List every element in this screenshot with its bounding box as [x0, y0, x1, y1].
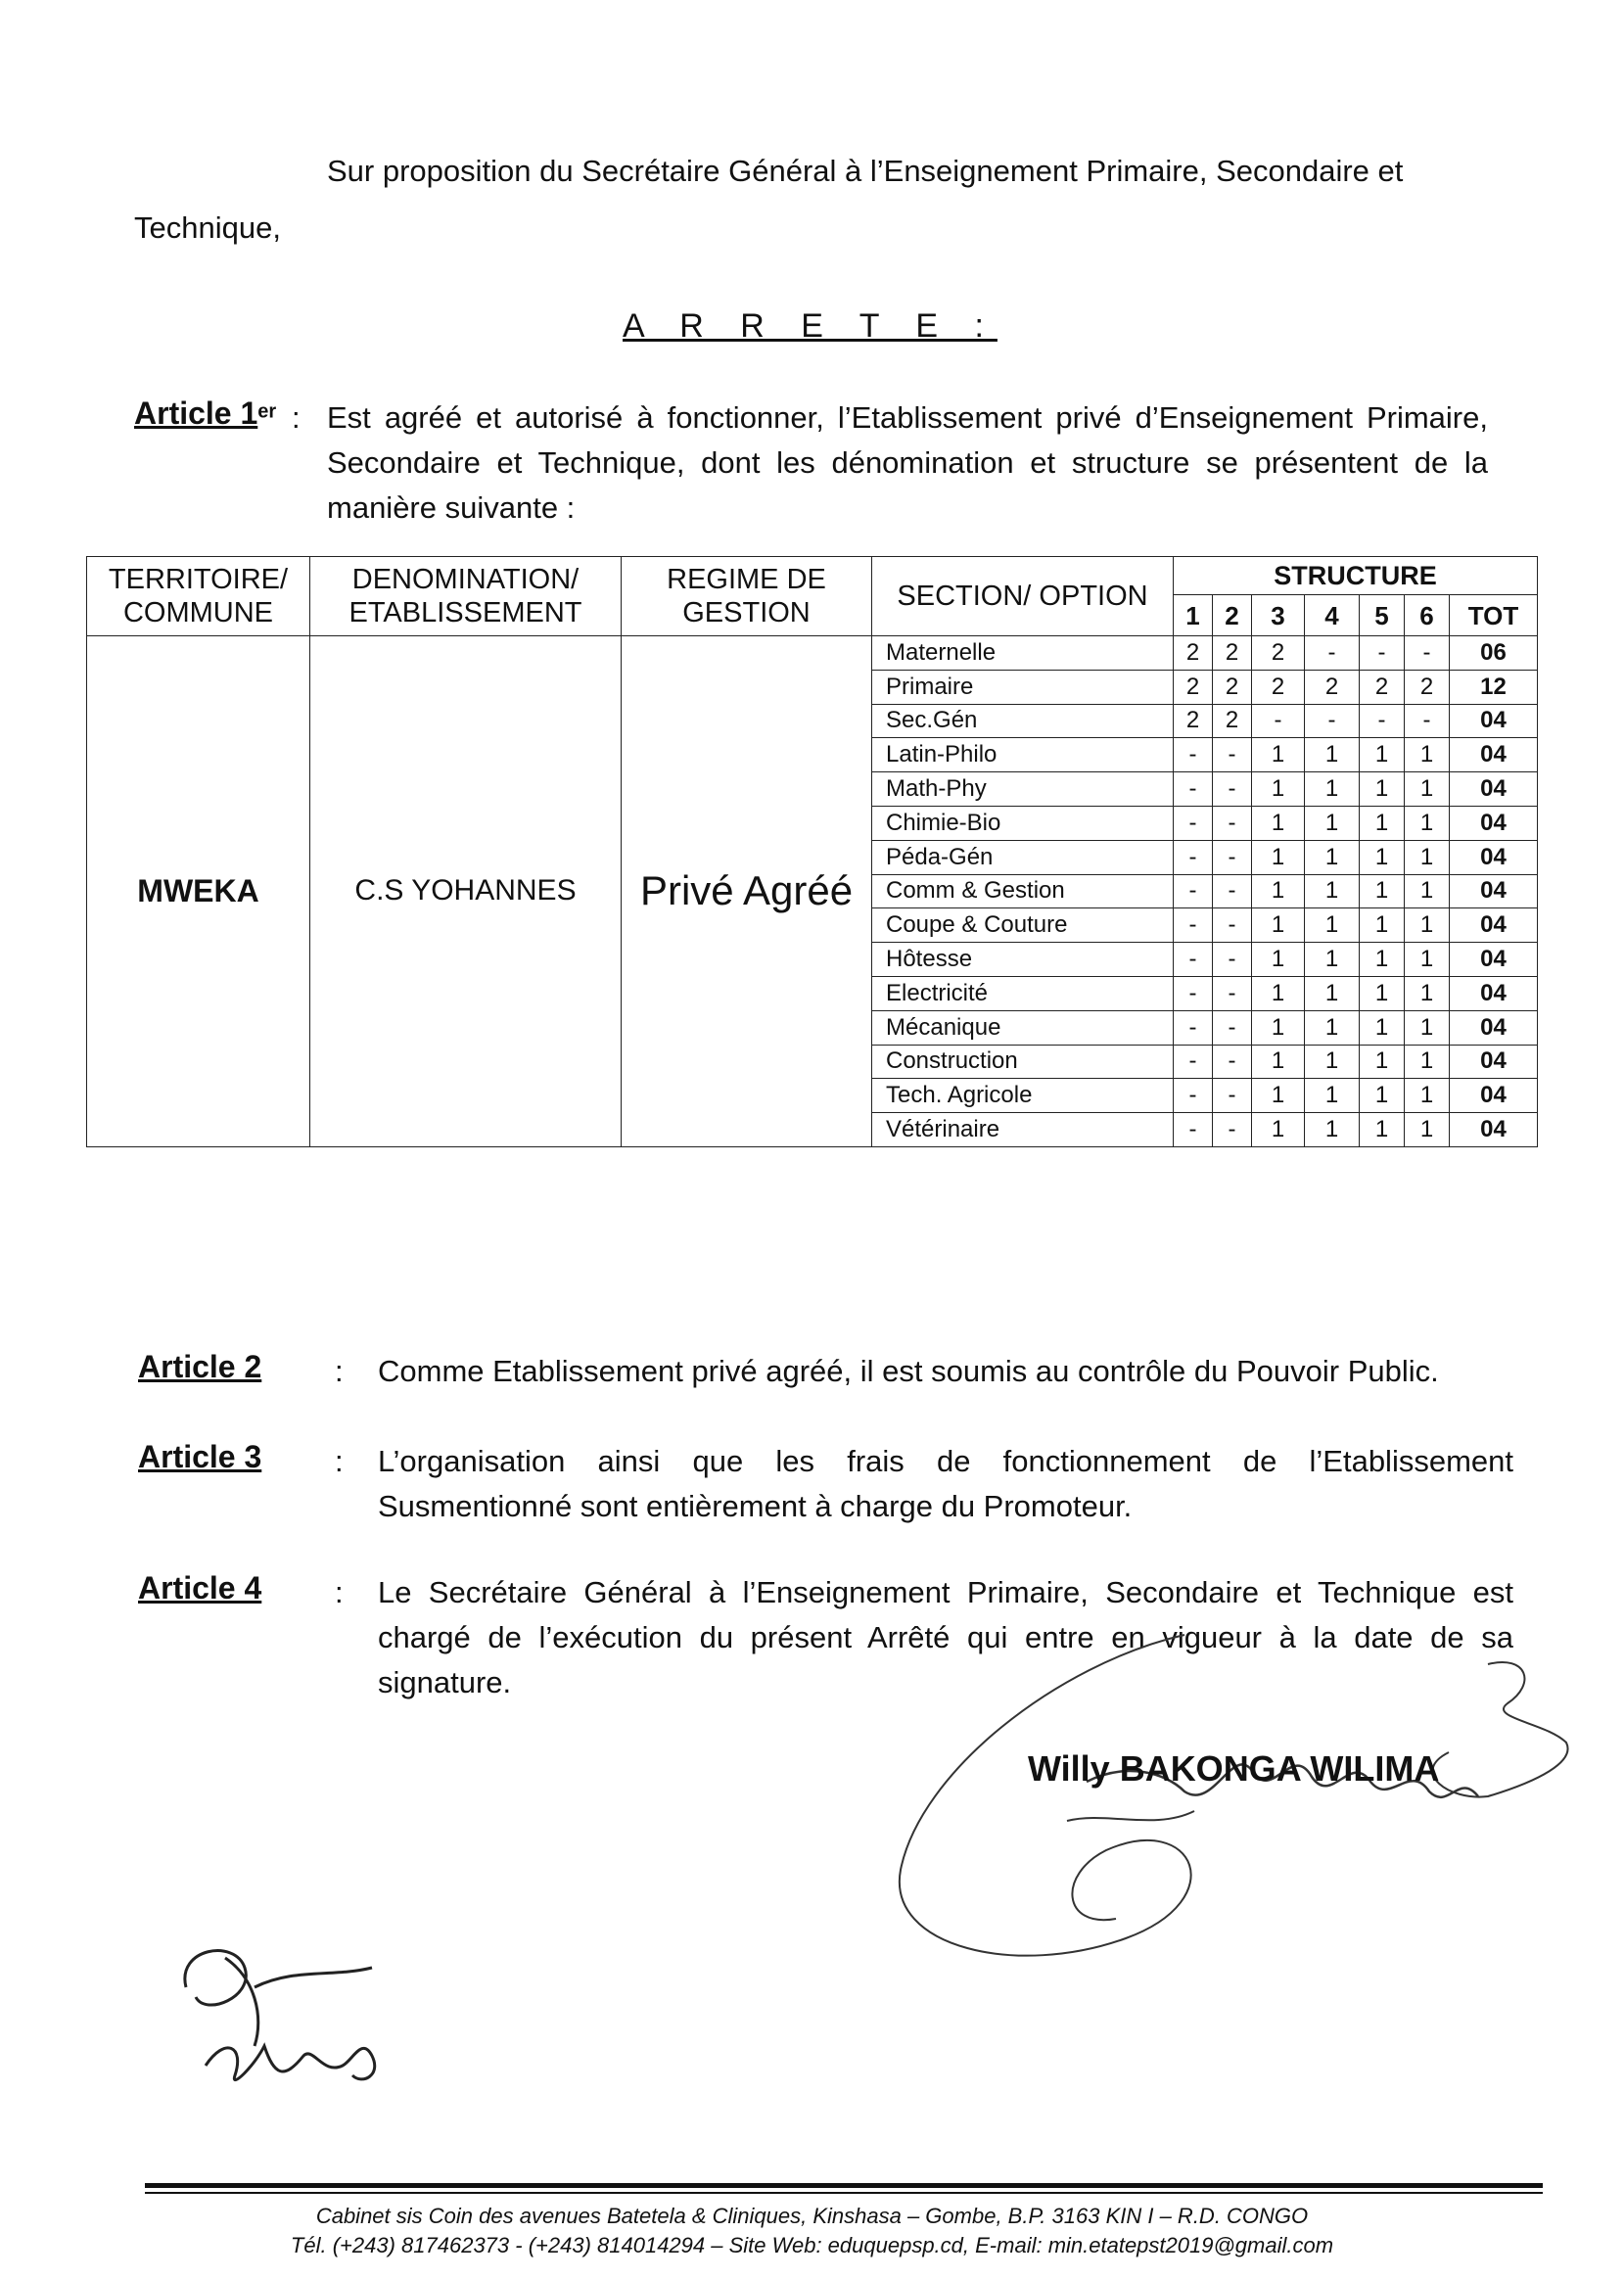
footer-contact: Tél. (+243) 817462373 - (+243) 814014294 – Site Web: eduquepsp.cd, E-mail: min.etatepst2019@gmail.com [290, 2233, 1334, 2257]
class-cell: - [1174, 806, 1213, 840]
option-cell: Latin-Philo [872, 738, 1174, 772]
header-class-2: 2 [1213, 595, 1252, 636]
class-cell: 1 [1405, 840, 1450, 874]
total-cell: 04 [1450, 840, 1538, 874]
class-cell: - [1213, 738, 1252, 772]
signatory-name: Willy BAKONGA WILIMA [1028, 1748, 1440, 1789]
intro-line-2: Technique, [134, 210, 281, 245]
class-cell: 1 [1252, 1010, 1305, 1045]
class-cell: 1 [1405, 1079, 1450, 1113]
table-row [87, 636, 1538, 671]
class-cell: 1 [1305, 1045, 1360, 1079]
article-4-label: Article 4 [138, 1570, 262, 1605]
class-cell: - [1174, 772, 1213, 807]
class-cell: 1 [1252, 1079, 1305, 1113]
class-cell: 1 [1405, 1113, 1450, 1147]
article-1-text: Est agréé et autorisé à fonctionner, l’Etablissement privé d’Enseignement Primaire, Secondaire et Technique, dont les dénomination et structure se présentent de la manière suivante : [327, 400, 1488, 525]
class-cell: 1 [1252, 943, 1305, 977]
class-cell: 1 [1305, 1113, 1360, 1147]
header-class-1: 1 [1174, 595, 1213, 636]
class-cell: 1 [1252, 772, 1305, 807]
class-cell: 1 [1305, 976, 1360, 1010]
total-cell: 04 [1450, 976, 1538, 1010]
total-cell: 04 [1450, 1079, 1538, 1113]
class-cell: - [1213, 1113, 1252, 1147]
class-cell: 1 [1305, 806, 1360, 840]
option-cell: Péda-Gén [872, 840, 1174, 874]
header-class-5: 5 [1360, 595, 1405, 636]
class-cell: - [1174, 943, 1213, 977]
option-cell: Chimie-Bio [872, 806, 1174, 840]
option-cell: Construction [872, 1045, 1174, 1079]
class-cell: - [1405, 704, 1450, 738]
article-4-colon: : [335, 1575, 344, 1609]
class-cell: - [1174, 976, 1213, 1010]
structure-table [86, 556, 1538, 1147]
class-cell: 1 [1405, 738, 1450, 772]
class-cell: 1 [1405, 1045, 1450, 1079]
class-cell: - [1174, 874, 1213, 908]
class-cell: - [1174, 1113, 1213, 1147]
arrete-heading: A R R E T E : [623, 307, 998, 345]
class-cell: - [1213, 908, 1252, 943]
class-cell: - [1213, 806, 1252, 840]
total-cell: 04 [1450, 704, 1538, 738]
class-cell: - [1213, 874, 1252, 908]
class-cell: 1 [1405, 908, 1450, 943]
option-cell: Mécanique [872, 1010, 1174, 1045]
option-cell: Math-Phy [872, 772, 1174, 807]
class-cell: 2 [1405, 670, 1450, 704]
class-cell: 1 [1252, 908, 1305, 943]
header-territoire: TERRITOIRE/ COMMUNE [87, 557, 310, 636]
option-cell: Vétérinaire [872, 1113, 1174, 1147]
class-cell: - [1213, 1045, 1252, 1079]
class-cell: - [1360, 704, 1405, 738]
class-cell: - [1174, 1045, 1213, 1079]
class-cell: 1 [1360, 738, 1405, 772]
class-cell: - [1213, 772, 1252, 807]
class-cell: 1 [1252, 1045, 1305, 1079]
class-cell: 1 [1360, 772, 1405, 807]
option-cell: Electricité [872, 976, 1174, 1010]
class-cell: 2 [1252, 636, 1305, 671]
class-cell: - [1305, 636, 1360, 671]
territoire-cell: MWEKA [87, 636, 310, 1147]
class-cell: 2 [1174, 636, 1213, 671]
class-cell: 1 [1360, 1113, 1405, 1147]
intro-line-1: Sur proposition du Secrétaire Général à l’Enseignement Primaire, Secondaire et [327, 154, 1404, 188]
total-cell: 04 [1450, 1113, 1538, 1147]
class-cell: - [1174, 908, 1213, 943]
class-cell: - [1174, 840, 1213, 874]
article-3-colon: : [335, 1444, 344, 1478]
class-cell: 1 [1360, 908, 1405, 943]
class-cell: 2 [1213, 636, 1252, 671]
article-3-label: Article 3 [138, 1439, 262, 1474]
total-cell: 04 [1450, 1045, 1538, 1079]
class-cell: 1 [1305, 943, 1360, 977]
class-cell: 1 [1252, 976, 1305, 1010]
class-cell: 1 [1305, 772, 1360, 807]
class-cell: 1 [1405, 943, 1450, 977]
class-cell: 2 [1213, 704, 1252, 738]
footer-rule-thin [145, 2192, 1543, 2194]
class-cell: 1 [1360, 840, 1405, 874]
class-cell: 1 [1305, 1079, 1360, 1113]
class-cell: - [1213, 943, 1252, 977]
class-cell: - [1360, 636, 1405, 671]
class-cell: 1 [1405, 976, 1450, 1010]
footer-rule-thick [145, 2183, 1543, 2188]
class-cell: 1 [1252, 874, 1305, 908]
class-cell: 1 [1405, 874, 1450, 908]
total-cell: 04 [1450, 1010, 1538, 1045]
total-cell: 04 [1450, 738, 1538, 772]
class-cell: 2 [1305, 670, 1360, 704]
initials-scribble [166, 1929, 421, 2115]
article-3-text: L’organisation ainsi que les frais de fonctionnement de l’Etablissement Susmentionné sont entièrement à charge du Promoteur. [378, 1444, 1513, 1523]
header-denomination: DENOMINATION/ ETABLISSEMENT [310, 557, 622, 636]
total-cell: 04 [1450, 943, 1538, 977]
etablissement-cell: C.S YOHANNES [310, 636, 622, 1147]
header-class-4: 4 [1305, 595, 1360, 636]
header-section: SECTION/ OPTION [872, 557, 1174, 636]
header-class-3: 3 [1252, 595, 1305, 636]
class-cell: 2 [1174, 670, 1213, 704]
class-cell: 1 [1405, 806, 1450, 840]
class-cell: 1 [1405, 1010, 1450, 1045]
option-cell: Maternelle [872, 636, 1174, 671]
class-cell: - [1174, 1010, 1213, 1045]
class-cell: 1 [1360, 874, 1405, 908]
header-regime: REGIME DE GESTION [622, 557, 872, 636]
total-cell: 06 [1450, 636, 1538, 671]
article-2-text: Comme Etablissement privé agréé, il est soumis au contrôle du Pouvoir Public. [378, 1354, 1439, 1388]
class-cell: - [1174, 738, 1213, 772]
option-cell: Tech. Agricole [872, 1079, 1174, 1113]
total-cell: 12 [1450, 670, 1538, 704]
article-1-sup: er [257, 400, 277, 423]
header-class-tot: TOT [1450, 595, 1538, 636]
class-cell: - [1213, 840, 1252, 874]
class-cell: 1 [1252, 840, 1305, 874]
article-1-label [134, 395, 276, 432]
class-cell: - [1305, 704, 1360, 738]
option-cell: Hôtesse [872, 943, 1174, 977]
class-cell: 1 [1252, 738, 1305, 772]
option-cell: Coupe & Couture [872, 908, 1174, 943]
class-cell: 1 [1360, 806, 1405, 840]
option-cell: Primaire [872, 670, 1174, 704]
class-cell: - [1174, 1079, 1213, 1113]
class-cell: 1 [1360, 976, 1405, 1010]
class-cell: 2 [1174, 704, 1213, 738]
class-cell: 1 [1360, 943, 1405, 977]
class-cell: 1 [1360, 1045, 1405, 1079]
total-cell: 04 [1450, 908, 1538, 943]
total-cell: 04 [1450, 772, 1538, 807]
article-1-label-text: Article 1 [134, 395, 258, 431]
class-cell: - [1213, 1079, 1252, 1113]
article-2-label: Article 2 [138, 1349, 262, 1384]
regime-cell: Privé Agréé [622, 636, 872, 1147]
class-cell: - [1252, 704, 1305, 738]
option-cell: Sec.Gén [872, 704, 1174, 738]
class-cell: 1 [1305, 738, 1360, 772]
option-cell: Comm & Gestion [872, 874, 1174, 908]
article-2-colon: : [335, 1354, 344, 1388]
footer-address: Cabinet sis Coin des avenues Batetela & Cliniques, Kinshasa – Gombe, B.P. 3163 KIN I – R.D. CONGO [315, 2204, 1309, 2228]
class-cell: 2 [1252, 670, 1305, 704]
class-cell: 1 [1252, 1113, 1305, 1147]
total-cell: 04 [1450, 806, 1538, 840]
article-1-colon: : [292, 400, 301, 435]
class-cell: - [1213, 976, 1252, 1010]
total-cell: 04 [1450, 874, 1538, 908]
class-cell: 1 [1252, 806, 1305, 840]
class-cell: - [1213, 1010, 1252, 1045]
class-cell: 1 [1305, 840, 1360, 874]
class-cell: 1 [1360, 1079, 1405, 1113]
class-cell: 1 [1305, 1010, 1360, 1045]
class-cell: - [1405, 636, 1450, 671]
header-structure: STRUCTURE [1174, 557, 1538, 595]
article-4-text: Le Secrétaire Général à l’Enseignement Primaire, Secondaire et Technique est chargé de l’exécution du présent Arrêté qui entre en vigueur à la date de sa signature. [378, 1575, 1513, 1699]
signature-scribble [861, 1625, 1624, 1977]
class-cell: 2 [1213, 670, 1252, 704]
class-cell: 1 [1305, 908, 1360, 943]
class-cell: 1 [1360, 1010, 1405, 1045]
class-cell: 2 [1360, 670, 1405, 704]
class-cell: 1 [1305, 874, 1360, 908]
class-cell: 1 [1405, 772, 1450, 807]
header-class-6: 6 [1405, 595, 1450, 636]
